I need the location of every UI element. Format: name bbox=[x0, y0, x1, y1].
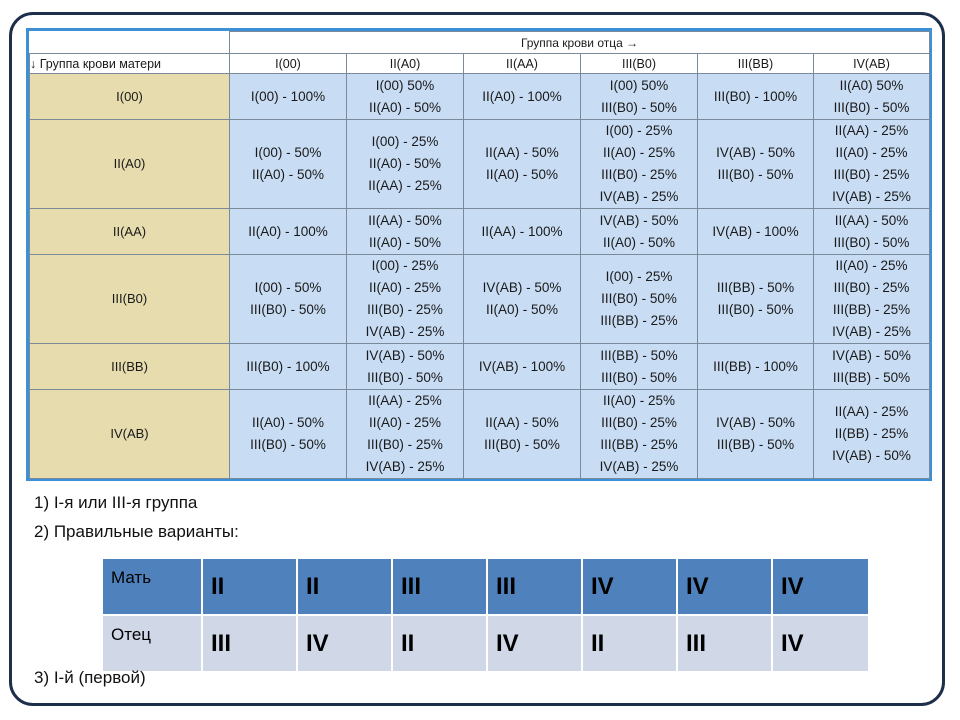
mother-group-cell: I(00) bbox=[30, 74, 230, 120]
offspring-line: III(B0) - 100% bbox=[713, 88, 798, 104]
table-row bbox=[30, 74, 930, 120]
offspring-cell bbox=[464, 74, 581, 120]
offspring-line: I(00) 50% bbox=[375, 77, 435, 93]
offspring-line: III(B0) - 50% bbox=[717, 167, 794, 182]
offspring-cell bbox=[230, 120, 347, 209]
blood-group-inheritance-table bbox=[29, 31, 930, 479]
pairs-mother-cell: III bbox=[487, 558, 582, 615]
answer-3: 3) I-й (первой) bbox=[34, 668, 146, 687]
offspring-line: II(A0) - 50% bbox=[602, 234, 676, 250]
pairs-mother-cell: II bbox=[297, 558, 392, 615]
table-row bbox=[30, 344, 930, 390]
offspring-line: III(B0) - 50% bbox=[484, 437, 560, 452]
offspring-line: IV(AB) - 25% bbox=[832, 189, 911, 204]
offspring-cell bbox=[814, 344, 930, 390]
offspring-line: IV(AB) - 100% bbox=[478, 358, 566, 374]
offspring-line: III(BB) - 25% bbox=[600, 437, 678, 452]
offspring-line: II(A0) - 25% bbox=[602, 145, 676, 160]
offspring-line: IV(AB) - 25% bbox=[365, 324, 445, 339]
pairs-father-cell: II bbox=[392, 615, 487, 672]
offspring-line: III(B0) - 25% bbox=[601, 415, 677, 430]
offspring-cell bbox=[230, 209, 347, 255]
table-row bbox=[30, 209, 930, 255]
offspring-cell bbox=[581, 390, 698, 479]
table-row bbox=[30, 255, 930, 344]
blood-group-table-frame bbox=[26, 28, 932, 481]
offspring-cell bbox=[581, 209, 698, 255]
offspring-line: IV(AB) - 50% bbox=[716, 145, 795, 160]
offspring-line: IV(AB) - 50% bbox=[599, 212, 679, 228]
offspring-line: IV(AB) - 50% bbox=[365, 347, 445, 363]
offspring-line: I(00) - 25% bbox=[605, 123, 673, 138]
offspring-line: IV(AB) - 25% bbox=[599, 459, 679, 474]
father-group-header: Группа крови отца → bbox=[230, 32, 930, 54]
offspring-cell bbox=[347, 209, 464, 255]
answer-1: 1) I-я или III-я группа bbox=[34, 493, 198, 512]
offspring-line: III(B0) - 50% bbox=[367, 369, 443, 385]
pairs-mother-cell: III bbox=[392, 558, 487, 615]
father-group-col-1: II(A0) bbox=[347, 54, 464, 74]
pairs-mother-label: Мать bbox=[102, 558, 202, 615]
offspring-line: I(00) - 100% bbox=[250, 88, 326, 104]
offspring-line: II(A0) - 25% bbox=[368, 415, 442, 430]
offspring-cell bbox=[347, 255, 464, 344]
offspring-line: II(AA) - 100% bbox=[481, 223, 563, 239]
mother-group-header: ↓ Группа крови матери bbox=[30, 54, 230, 74]
offspring-cell bbox=[698, 74, 814, 120]
offspring-cell bbox=[347, 120, 464, 209]
offspring-line: I(00) - 50% bbox=[254, 145, 322, 160]
offspring-line: III(B0) - 25% bbox=[367, 302, 443, 317]
corner-blank bbox=[30, 32, 230, 54]
father-group-col-3: III(B0) bbox=[581, 54, 698, 74]
offspring-cell bbox=[814, 255, 930, 344]
offspring-cell bbox=[230, 255, 347, 344]
offspring-cell bbox=[581, 344, 698, 390]
offspring-line: III(BB) - 50% bbox=[716, 437, 795, 452]
pairs-father-cell: II bbox=[582, 615, 677, 672]
offspring-line: II(A0) - 50% bbox=[368, 234, 442, 250]
mother-group-cell: II(A0) bbox=[30, 120, 230, 209]
offspring-line: I(00) 50% bbox=[609, 77, 669, 93]
offspring-line: II(BB) - 25% bbox=[834, 426, 909, 441]
offspring-line: II(AA) - 25% bbox=[368, 178, 442, 193]
pairs-father-cell: III bbox=[677, 615, 772, 672]
pairs-father-cell: IV bbox=[772, 615, 869, 672]
offspring-line: II(A0) - 25% bbox=[368, 280, 442, 295]
offspring-cell bbox=[464, 209, 581, 255]
father-group-col-0: I(00) bbox=[230, 54, 347, 74]
offspring-line: II(AA) - 50% bbox=[834, 212, 909, 228]
offspring-cell bbox=[464, 120, 581, 209]
pairs-mother-cell: IV bbox=[582, 558, 677, 615]
offspring-line: III(BB) - 50% bbox=[600, 347, 678, 363]
pairs-mother-cell: IV bbox=[772, 558, 869, 615]
offspring-line: III(B0) - 50% bbox=[250, 302, 326, 317]
offspring-cell bbox=[698, 390, 814, 479]
offspring-line: II(AA) - 50% bbox=[485, 415, 559, 430]
pairs-mother-cell: IV bbox=[677, 558, 772, 615]
offspring-cell bbox=[698, 255, 814, 344]
offspring-line: III(B0) - 25% bbox=[367, 437, 443, 452]
offspring-line: II(A0) - 50% bbox=[368, 156, 442, 171]
offspring-line: III(B0) - 25% bbox=[833, 167, 910, 182]
offspring-cell bbox=[581, 255, 698, 344]
offspring-cell bbox=[698, 120, 814, 209]
offspring-cell bbox=[464, 344, 581, 390]
mother-group-cell: IV(AB) bbox=[30, 390, 230, 479]
pairs-mother-cell: II bbox=[202, 558, 297, 615]
pairs-row-father bbox=[102, 615, 869, 672]
offspring-line: III(B0) - 50% bbox=[250, 437, 326, 452]
pairs-row-mother bbox=[102, 558, 869, 615]
father-header-row bbox=[30, 32, 930, 54]
offspring-cell bbox=[698, 209, 814, 255]
offspring-line: II(A0) - 25% bbox=[602, 393, 676, 408]
offspring-line: III(B0) - 50% bbox=[717, 302, 794, 317]
offspring-line: II(A0) - 50% bbox=[485, 167, 559, 182]
offspring-line: II(A0) - 25% bbox=[835, 145, 908, 160]
offspring-cell bbox=[581, 120, 698, 209]
table-row bbox=[30, 390, 930, 479]
offspring-line: II(A0) - 50% bbox=[368, 99, 442, 115]
offspring-line: IV(AB) - 50% bbox=[832, 347, 911, 363]
table-row bbox=[30, 120, 930, 209]
offspring-line: III(B0) - 50% bbox=[601, 369, 677, 385]
offspring-cell bbox=[698, 344, 814, 390]
mother-group-cell: III(B0) bbox=[30, 255, 230, 344]
offspring-line: II(A0) - 100% bbox=[482, 88, 562, 104]
offspring-line: IV(AB) - 100% bbox=[712, 223, 799, 239]
offspring-line: IV(AB) - 25% bbox=[365, 459, 445, 474]
offspring-line: II(A0) - 50% bbox=[485, 302, 559, 317]
offspring-line: II(AA) - 25% bbox=[834, 404, 909, 419]
pairs-father-cell: IV bbox=[297, 615, 392, 672]
offspring-line: IV(AB) - 50% bbox=[832, 448, 911, 463]
father-group-col-2: II(AA) bbox=[464, 54, 581, 74]
offspring-line: I(00) - 25% bbox=[371, 134, 439, 149]
offspring-line: III(B0) - 50% bbox=[833, 99, 910, 115]
offspring-line: IV(AB) - 25% bbox=[832, 324, 911, 339]
offspring-line: IV(AB) - 25% bbox=[599, 189, 679, 204]
mother-group-cell: II(AA) bbox=[30, 209, 230, 255]
offspring-cell bbox=[464, 390, 581, 479]
offspring-cell bbox=[464, 255, 581, 344]
answer-2: 2) Правильные варианты: bbox=[34, 522, 239, 541]
offspring-line: III(B0) - 50% bbox=[833, 234, 910, 250]
pairs-father-cell: IV bbox=[487, 615, 582, 672]
offspring-line: IV(AB) - 50% bbox=[716, 415, 795, 430]
offspring-cell bbox=[814, 390, 930, 479]
offspring-line: II(A0) 50% bbox=[839, 77, 904, 93]
offspring-line: III(B0) - 50% bbox=[601, 99, 677, 115]
offspring-line: IV(AB) - 50% bbox=[482, 280, 562, 295]
offspring-line: III(BB) - 50% bbox=[832, 369, 911, 385]
offspring-cell bbox=[230, 74, 347, 120]
offspring-line: I(00) - 50% bbox=[254, 280, 322, 295]
offspring-line: III(B0) - 25% bbox=[601, 167, 677, 182]
offspring-line: III(BB) - 100% bbox=[713, 358, 798, 374]
offspring-line: III(B0) - 100% bbox=[246, 358, 330, 374]
offspring-line: II(AA) - 25% bbox=[834, 123, 909, 138]
offspring-line: I(00) - 25% bbox=[371, 258, 439, 273]
column-header-row bbox=[30, 54, 930, 74]
offspring-cell bbox=[347, 390, 464, 479]
offspring-line: III(B0) - 50% bbox=[601, 291, 677, 306]
offspring-line: III(B0) - 25% bbox=[833, 280, 910, 295]
mother-group-cell: III(BB) bbox=[30, 344, 230, 390]
offspring-cell bbox=[230, 344, 347, 390]
offspring-cell bbox=[347, 74, 464, 120]
offspring-line: II(AA) - 50% bbox=[485, 145, 559, 160]
offspring-line: III(BB) - 25% bbox=[832, 302, 911, 317]
offspring-line: II(A0) - 100% bbox=[248, 223, 328, 239]
father-group-col-4: III(BB) bbox=[698, 54, 814, 74]
offspring-cell bbox=[347, 344, 464, 390]
parent-pairs-table bbox=[101, 557, 870, 673]
offspring-cell bbox=[230, 390, 347, 479]
offspring-line: I(00) - 25% bbox=[605, 269, 673, 284]
father-group-col-5: IV(AB) bbox=[814, 54, 930, 74]
offspring-line: III(BB) - 25% bbox=[600, 313, 678, 328]
pairs-father-cell: III bbox=[202, 615, 297, 672]
offspring-line: II(AA) - 25% bbox=[368, 393, 442, 408]
offspring-cell bbox=[814, 120, 930, 209]
offspring-line: II(AA) - 50% bbox=[368, 212, 442, 228]
offspring-line: II(A0) - 50% bbox=[251, 167, 325, 182]
pairs-father-label: Отец bbox=[102, 615, 202, 672]
offspring-cell bbox=[814, 209, 930, 255]
offspring-line: II(A0) - 25% bbox=[835, 258, 908, 273]
offspring-cell bbox=[814, 74, 930, 120]
offspring-cell bbox=[581, 74, 698, 120]
offspring-line: III(BB) - 50% bbox=[716, 280, 795, 295]
offspring-line: II(A0) - 50% bbox=[251, 415, 325, 430]
